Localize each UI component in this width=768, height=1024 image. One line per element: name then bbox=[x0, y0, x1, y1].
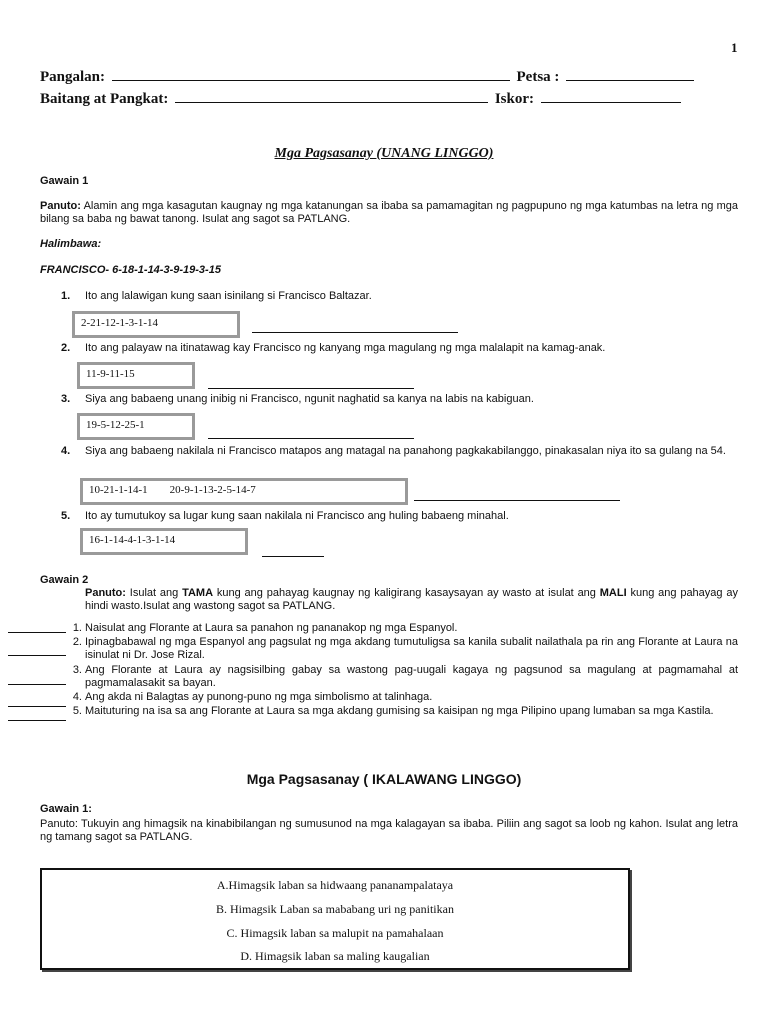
header-row-2 bbox=[40, 89, 684, 108]
item-number: 1. bbox=[61, 290, 71, 302]
halimbawa-example: FRANCISCO- 6-18-1-14-3-9-19-3-15 bbox=[40, 264, 221, 276]
item-question: Ito ang lalawigan kung saan isinilang si Francisco Baltazar. bbox=[85, 290, 372, 302]
panuto-text: kung ang pahayag kaugnay ng kaligirang kasaysayan ay wasto at isulat ang bbox=[213, 587, 600, 599]
gawain1-instructions bbox=[40, 200, 738, 226]
choice-b: B. Himagsik Laban sa mababang uri ng panitikan bbox=[216, 902, 454, 916]
item-question: Ito ang palayaw na itinatawag kay Francisco ng kanyang mga magulang ng mga malalapit na kamag-anak. bbox=[85, 342, 606, 354]
baitang-label: Baitang at Pangkat: bbox=[40, 91, 169, 107]
tama-mali-blank[interactable] bbox=[8, 684, 66, 685]
answer-blank[interactable] bbox=[208, 388, 414, 389]
statement: Ipinagbabawal ng mga Espanyol ang pagsulat ng mga akdang tumutuligsa sa kanila subalit nailathala pa rin ang Florante at Laura na isinulat ni Dr. Jose Rizal. bbox=[85, 636, 738, 661]
choice-a: A.Himagsik laban sa hidwaang pananampalataya bbox=[216, 878, 454, 892]
tama-mali-blank[interactable] bbox=[8, 632, 66, 633]
item-number: 2. bbox=[72, 636, 82, 648]
statement: Maituturing na isa sa ang Florante at Laura sa mga akdang gumising sa kaisipan ng mga Pilipino upang lumaban sa mga Kastila. bbox=[85, 705, 714, 717]
item-question: Siya ang babaeng nakilala ni Francisco matapos ang matagal na panahong pagkakabilanggo, pinakasalan niya ito sa gulang na 54. bbox=[85, 445, 726, 457]
panuto-text: Alamin ang mga kasagutan kaugnay ng mga katanungan sa ibaba sa pamamagitan ng pagpupuno ng mga katumbas na letra ng mga bilang sa baba ng bawat tanong. Isulat ang sagot sa PATLANG. bbox=[40, 200, 738, 225]
choices-box bbox=[40, 868, 630, 970]
iskor-field[interactable] bbox=[541, 89, 681, 103]
panuto-text: Isulat ang bbox=[125, 587, 183, 599]
item-question: Ito ay tumutukoy sa lugar kung saan nakilala ni Francisco ang huling babaeng minahal. bbox=[85, 510, 509, 522]
halimbawa-label: Halimbawa: bbox=[40, 238, 102, 250]
choice-d: D. Himagsik laban sa maling kaugalian bbox=[240, 949, 430, 963]
iskor-label: Iskor: bbox=[494, 91, 535, 107]
answer-blank[interactable] bbox=[262, 556, 324, 557]
answer-blank[interactable] bbox=[252, 332, 458, 333]
answer-blank[interactable] bbox=[208, 438, 414, 439]
header-row-1 bbox=[40, 67, 697, 86]
tama-mali-blank[interactable] bbox=[8, 720, 66, 721]
code-box: 16-1-14-4-1-3-1-14 bbox=[80, 528, 248, 555]
statement: Ang Florante at Laura ay nagsisilbing gabay sa wastong pag-uugali kagaya ng pagsunod sa magulang at pagmamahal at pagmamalasakit sa bayan. bbox=[85, 664, 738, 689]
mali-keyword: MALI bbox=[599, 587, 627, 599]
tama-mali-blank[interactable] bbox=[8, 655, 66, 656]
page-number: 1 bbox=[731, 40, 738, 55]
item-number: 4. bbox=[61, 445, 71, 457]
week2-gawain1-instructions: Panuto: Tukuyin ang himagsik na kinabibilangan ng sumusunod na mga kalagayan sa ibaba. Piliin ang sagot sa loob ng kahon. Isulat ang letra ng tamang sagot sa PATLANG. bbox=[40, 818, 738, 843]
week1-title: Mga Pagsasanay (UNANG LINGGO) bbox=[274, 146, 494, 161]
item-number: 2. bbox=[61, 342, 71, 354]
pangalan-field[interactable] bbox=[112, 67, 510, 81]
code-box: 10-21-1-14-1 20-9-1-13-2-5-14-7 bbox=[80, 478, 408, 505]
petsa-field[interactable] bbox=[566, 67, 694, 81]
code-box: 19-5-12-25-1 bbox=[77, 413, 195, 440]
baitang-field[interactable] bbox=[175, 89, 488, 103]
petsa-label: Petsa : bbox=[516, 69, 560, 85]
gawain2-instructions bbox=[85, 587, 738, 613]
statement: Ang akda ni Balagtas ay punong-puno ng mga simbolismo at talinhaga. bbox=[85, 691, 433, 703]
tama-keyword: TAMA bbox=[182, 587, 214, 599]
gawain1-label: Gawain 1 bbox=[40, 175, 89, 187]
answer-blank[interactable] bbox=[414, 500, 620, 501]
choice-c: C. Himagsik laban sa malupit na pamahalaan bbox=[226, 926, 444, 940]
panuto-label: Panuto: bbox=[85, 587, 126, 599]
item-number: 1. bbox=[72, 622, 82, 634]
panuto-text: kung ang pahayag ay hindi wasto.Isulat ang wastong sagot sa PATLANG. bbox=[85, 587, 738, 612]
week2-gawain1-label: Gawain 1: bbox=[40, 803, 92, 815]
tama-mali-blank[interactable] bbox=[8, 706, 66, 707]
item-number: 5. bbox=[72, 705, 82, 717]
week2-title: Mga Pagsasanay ( IKALAWANG LINGGO) bbox=[246, 771, 522, 787]
item-question: Siya ang babaeng unang inibig ni Francisco, ngunit naghatid sa kanya na labis na kabiguan. bbox=[85, 393, 534, 405]
panuto-label: Panuto: bbox=[40, 200, 81, 212]
pangalan-label: Pangalan: bbox=[40, 69, 106, 85]
statement: Naisulat ang Florante at Laura sa panahon ng pananakop ng mga Espanyol. bbox=[85, 622, 458, 634]
item-number: 5. bbox=[61, 510, 71, 522]
item-number: 3. bbox=[61, 393, 71, 405]
item-number: 4. bbox=[72, 691, 82, 703]
item-number: 3. bbox=[72, 664, 82, 676]
code-box: 11-9-11-15 bbox=[77, 362, 195, 389]
gawain2-label: Gawain 2 bbox=[40, 574, 89, 586]
code-box: 2-21-12-1-3-1-14 bbox=[72, 311, 240, 338]
